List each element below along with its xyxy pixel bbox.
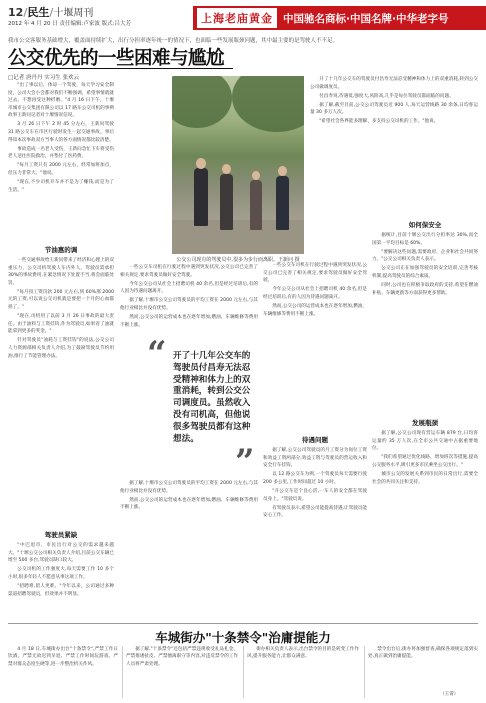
paragraph: 一些交通事故给王新问带来了经济和心理上的双重压力，公交司机驾驶人车内外人，驾驶员需承担 30%的事故费用,在紧急情况下处置不当,将会面临处罚。 <box>8 258 114 286</box>
section-separator: / <box>23 6 28 19</box>
tree-icon <box>232 76 304 132</box>
feature-column-4 <box>368 646 478 690</box>
article-column-1b <box>8 257 114 524</box>
paragraph: 针对驾驶员"油耗与工资挂钩"的说法,公交公司人力资源部相关负责人介绍,为了鼓励驾驶员节约用油,推行了节能管理办法。 <box>8 338 114 359</box>
paragraph: 据了解,公交公司现有营运车辆 879 台,日均客运量约 35 万人次,在全市公共交通中占据重要地位。 <box>372 431 478 452</box>
paragraph: 据了解,十堰市公交公司驾驶员的平均工资在 2000 元左右,与其他行业相比并没有优势。 <box>120 298 258 311</box>
open-quote-icon: “ <box>147 334 167 374</box>
feature-author: （王霄） <box>440 692 459 697</box>
article-column-2 <box>120 264 258 342</box>
paragraph: "开公交车是个良心活,一车人的安全都在驾驶员身上。"驾驶员说。 <box>263 488 367 502</box>
subhead-safety: 如何保安全 <box>408 221 442 229</box>
paragraph: "希望社会各界能多理解、多支持公交司机的工作。"他说。 <box>319 119 439 125</box>
passenger-icon <box>250 180 262 230</box>
paragraph: 3 月 26 日下午 2 时 45 分左右，王新问驾驶 31 路公交车在市区行驶时发生一起交通事故。事后得知本次事故双方当事人的各方面情况都比较清楚。 <box>8 122 114 143</box>
paragraph: 街办相关负责人表示,出台禁令的目的是转变工作作风,提升服务能力,让群众满意。 <box>247 647 359 660</box>
ad-slogan: 中国驰名商标·中国名牌·中华老字号 <box>283 12 449 25</box>
passenger-head <box>222 164 231 174</box>
paragraph: 同时,公司也在积极争取政府的支持,希望在燃油补贴、车辆更新等方面获得更多帮助。 <box>372 283 478 296</box>
section-divider <box>8 623 478 624</box>
paragraph: "我们希望通过优化线路、增加班次等措施,提高公交服务水平,吸引更多市民乘坐公交出行。" <box>372 455 478 468</box>
photo-caption: 公交公司现有的驾驶员中,很多为步行而离职。王新问 摄 <box>176 257 300 263</box>
paragraph: "每月工资只有 2000 元左右，经常加班加点，但压力非常大。"他说。 <box>8 163 114 177</box>
paragraph: "每月扣工资罚款 200 元左右,到 60%那 2000 元的工资,可以说公交司机就是要把一个月的心血都捐了。" <box>8 289 114 311</box>
paragraph: 一些公交车司机在行驶过程中遇到突发状况,公交公司已完善了相关规定,要求驾驶员做好安全驾驶。 <box>120 265 258 278</box>
paragraph: 以 12 路公交车为例,一个驾驶员每天需要行驶 200 多公里,工作时间超过 10 小时。 <box>263 472 367 485</box>
paragraph: "出了事以后，体谅一个驾驶，每天学习安全制度，公司大会小会都对我们不断强调，希望事情就就过去，不想再受这种折磨。"4 月 16 日下午，十堰市城市公交集团有限公司以 17 路车公交司机的事例故事王新问记者对十堰情况信说。 <box>8 83 114 119</box>
subhead-pay: 待遇问题 <box>302 436 328 444</box>
subhead-driver-shortage: 驾驶员紧缺 <box>44 531 78 539</box>
article-column-3c <box>372 430 478 620</box>
subhead-fuel: 节油惠的调 <box>44 246 78 254</box>
article-column-1c <box>8 542 114 620</box>
paragraph: 有驾驶员表示,希望公司能提高待遇,让驾驶员能安心工作。 <box>263 505 367 519</box>
paragraph: 今年公交公司从社会上招聘司机 40 余名,但是经过培训后,有的人因为待遇问题离开。 <box>120 281 258 295</box>
close-quote-icon: ” <box>235 442 255 482</box>
article-byline: □记者 唐丹丹 实习生 张欢云 <box>8 75 79 81</box>
supplement-name: 十堰周刊 <box>53 8 94 19</box>
headline-rule <box>8 68 233 69</box>
paragraph: 公交司机的工作强度大,每天需要工作 10 多个小时,很多年轻人不愿意从事这项工作。 <box>8 567 114 580</box>
subhead-bottleneck: 发展瓶颈 <box>412 419 438 427</box>
paragraph: 然而,公交公司的运营成本也在逐年增加,燃油、车辆维修等费用不断上涨。 <box>120 315 258 328</box>
supplement-separator: / <box>49 6 54 19</box>
pull-quote <box>147 334 262 482</box>
paragraph: 事故造成一名老人受伤，王新问急忙下车将受伤老人送往医院救治，并垫付了医药费。 <box>8 146 114 160</box>
passenger-icon <box>194 168 208 226</box>
paragraph: 今年公交公司从社会上招聘司机 40 余名,但是经过培训后,有的人因为待遇问题离开。 <box>263 287 367 300</box>
paragraph: 据了解,公交公司驾驶员的月工资分为岗位工资和效益工资两部分,效益工资与驾驶员的营运收入和安全行车挂钩。 <box>263 448 367 469</box>
paragraph: 开了十几年公交车的驾驶员付昌寿无法忍受精神和体力上的双重消耗,转到公交公司做调度员。 <box>310 77 478 90</box>
article-headline: 公交优先的一些困难与尴尬 <box>8 48 225 69</box>
paragraph: 公交公司正在加强驾驶员的安全培训,完善考核机制,提高驾驶员的综合素质。 <box>372 266 478 279</box>
article-column-3b <box>372 232 478 412</box>
paragraph: "招聘难,留人更难。"今年以来，公司通过多种渠道招聘驾驶员，但效果并不明显。 <box>8 583 114 597</box>
article-column-2c <box>263 262 367 430</box>
passenger-head <box>196 158 206 169</box>
article-column-3 <box>310 76 478 216</box>
paragraph: 然而,公交公司的运营成本也在逐年增加,燃油、车辆维修等费用不断上涨。 <box>120 497 258 511</box>
tree-icon <box>172 76 232 128</box>
paragraph: 据了解,截至目前,公交公司驾驶员近 900 人,每天运营线路 30 余条,日均客运量 30 多万人次。 <box>310 102 478 116</box>
paragraph: 禁令出台后,街办将加强督查,确保各项规定落到实处,真正做到治庸提能。 <box>368 647 478 660</box>
passenger-head <box>278 166 287 176</box>
paragraph: 付昌寿说,待遇低,强度大,风险高,几乎是每位驾驶员都面临的问题。 <box>319 93 454 99</box>
column-rule <box>243 646 244 698</box>
article-column-2d <box>263 447 367 620</box>
passenger-icon <box>220 174 233 230</box>
paragraph: 据统计,目前十堰公交出行分担率达 30%,而全国第一平均目标是 60%。 <box>372 233 478 246</box>
article-photo <box>172 76 304 254</box>
pull-quote-text: 开了十几年公交车的驾驶员付昌寿无法忍受精神和体力上的双重消耗，转到公交公司调度员。虽然收入没有司机高，但他说很多驾驶员都有这种想法。 <box>173 351 251 444</box>
column-rule <box>364 646 365 698</box>
feature-column-3 <box>247 646 359 698</box>
passenger-head <box>252 171 260 180</box>
feature-column-2 <box>126 646 238 698</box>
paragraph: "要解决这些问题,需要政府、企业和社会共同努力。"公交公司相关负责人表示。 <box>372 249 478 263</box>
article-deck: 我市公交客服务基础增大，覆盖面持续扩大，出行分担率逐年统一的情况下，也面临一些发展瓶颈问题，其中最主要的是驾驶人不不足。 <box>8 38 339 44</box>
paragraph: 据了解,"十条禁令"还包括严禁违规收受礼品礼金、严禁推诿扯皮、严禁擅离职守等内容,对违反禁令的工作人员将严肃处理。 <box>126 647 238 667</box>
ad-banner <box>193 6 486 30</box>
passenger-icon <box>276 176 289 230</box>
paragraph: "现在,司机用了以前 3 月 26 日事故的最大责任。由于油料与工资挂钩,作为驾驶员,如果省了油就能拿到更多的奖金。" <box>8 314 114 335</box>
paragraph: "现在,不少司机开车并不是为了赚钱,而是为了生活。" <box>8 180 114 193</box>
article-column-1 <box>8 82 114 240</box>
paragraph: 一些公交车司机在行驶过程中遇到突发状况,公交公司已完善了相关规定,要求驾驶员做好安全驾驶。 <box>263 263 367 284</box>
article-column-2b <box>120 480 258 620</box>
section-name: 民生 <box>27 6 50 19</box>
feature-column-1 <box>8 646 118 698</box>
paragraph: 城市公交的发展关系到市民的日常出行,需要全社会的共同关注和支持。 <box>372 471 478 485</box>
page-number: 12 <box>8 6 24 19</box>
paragraph: 4 月 18 日,车城街办出台"十条禁令",严禁工作日饮酒、严禁无故迟到早退、严禁工作时间玩游戏、严禁对群众态度生硬等,进一步整治机关作风。 <box>8 647 118 667</box>
section-label <box>8 4 93 20</box>
paragraph: 然而,公交公司的运营成本也在逐年增加,燃油、车辆维修等费用不断上涨。 <box>263 303 367 317</box>
ad-brand-logo: 上海老庙黄金 <box>197 8 277 28</box>
column-rule <box>122 646 123 698</box>
paragraph: 据了解,十堰市公交公司驾驶员的平均工资在 2000 元左右,与其他行业相比并没有优势。 <box>120 481 258 494</box>
dateline: 2012 年 4 月 20 日 责任编辑:卢家波 版式:吕大芳 <box>8 21 131 27</box>
paragraph: "中巴退市，市民出行对公交的需求越来越大。"十堰公交公司相关负责人介绍,目前公交车辆已增至 500 多台,驾驶员缺口较大。 <box>8 543 114 564</box>
feature-headline: 车城街办"十条禁令"治庸提能力 <box>155 630 331 645</box>
masthead <box>8 4 478 32</box>
